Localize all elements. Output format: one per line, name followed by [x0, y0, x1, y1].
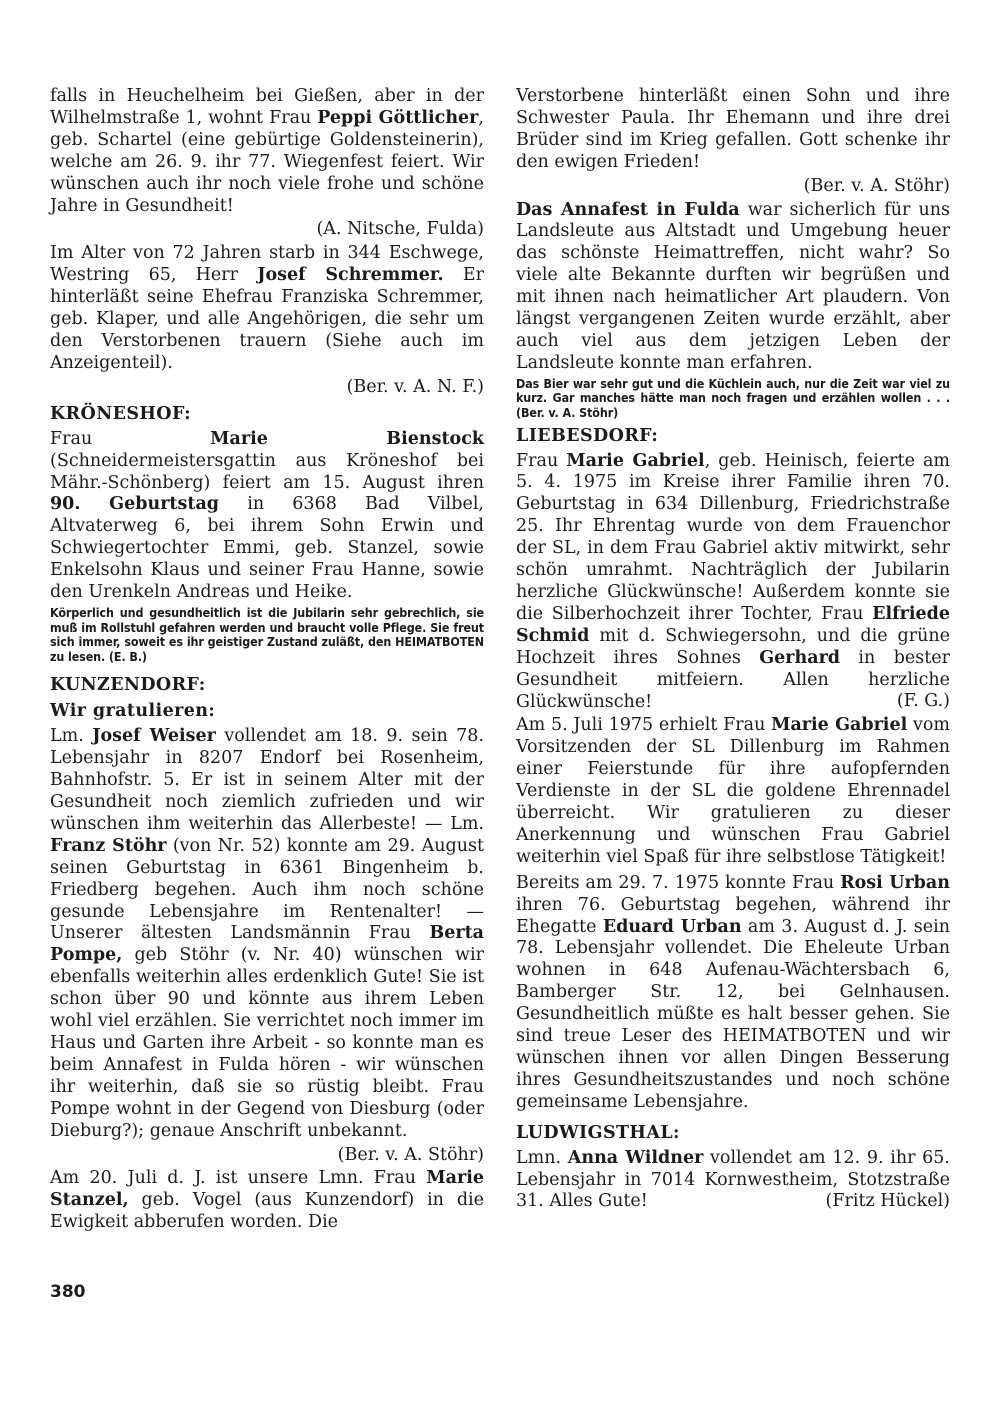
name-eduard-urban: Eduard Urban [602, 916, 742, 937]
paragraph-goettlicher: falls in Heuchelheim bei Gießen, aber in der Wilhelmstraße 1, wohnt Frau Peppi Göttlicher, geb. Schartel (eine gebürtige Goldensteinerin), welche am 26. 9. ihr 77. Wiegenfest feiert. Wir wünschen auch ihr noch viele frohe und schöne Jahre in Gesundheit! [50, 86, 484, 216]
name-peppi-goettlicher: Peppi Göttlicher [317, 107, 479, 128]
section-heading-kunzendorf: KUNZENDORF: [50, 675, 206, 696]
paragraph-gabriel-award: Am 5. Juli 1975 erhielt Frau Marie Gabriel vom Vorsitzenden der SL Dillenburg im Rahmen einer Feierstunde für ihre aufopfernden Verdienste in der SL die goldene Ehrennadel überreicht. Wir gratulieren zu dieser Anerkennung und wünschen Frau Gabriel weiterhin viel Spaß für ihre selbstlose Tätigkeit! [516, 715, 950, 867]
name-rosi-urban: Rosi Urban [840, 872, 950, 893]
name-berta-pompe: Berta Pompe, [50, 923, 484, 966]
signature: (Ber. v. A. N. F.) [346, 376, 484, 397]
paragraph-urban: Bereits am 29. 7. 1975 konnte Frau Rosi Urban ihren 76. Geburtstag begehen, während ihr Ehegatte Eduard Urban am 3. August d. J. sein 78. Lebensjahr vollendet. Die Eheleute Urban wohnen in 648 Aufenau-Wächtersbach 6, Bamberger Str. 12, bei Gelnhausen. Gesundheitlich müßte es halt besser gehen. Sie sind treue Leser des HEIMATBOTEN und wir wünschen ihnen vor allen Dingen Besserung ihres Gesundheitszustandes und noch schöne gemeinsame Lebensjahre. [516, 872, 950, 1112]
section-heading-liebesdorf: LIEBESDORF: [516, 425, 659, 446]
paragraph-schremmer: Im Alter von 72 Jahren starb in 344 Eschwege, Westring 65, Herr Josef Schremmer. Er hinterläßt seine Ehefrau Franziska Schremmer, geb. Klaper, und alle Angehörigen, die sehr um den Verstorbenen trauern (Siehe auch im Anzeigenteil). [50, 243, 485, 373]
paragraph-wildner: Lmn. Anna Wildner vollendet am 12. 9. ihr 65. Lebensjahr in 7014 Kornwestheim, Stotzstraße 31. Alles Gute! [516, 1147, 950, 1212]
section-heading-kroeneshof: KRÖNESHOF: [50, 403, 192, 424]
left-column [50, 86, 484, 1236]
paragraph-stanzel-continued: Verstorbene hinterläßt einen Sohn und ihre Schwester Paula. Ihr Ehemann und ihre drei Brüder sind im Krieg gefallen. Gott schenke ihr den ewigen Frieden! [516, 86, 950, 172]
name-josef-schremmer: Josef Schremmer. [257, 265, 444, 286]
birthday-highlight: 90. Geburtstag [50, 494, 220, 515]
paragraph-gabriel-birthday: Frau Marie Gabriel, geb. Heinisch, feierte am 5. 4. 1975 im Kreise ihrer Familie ihren 70. Geburtstag in 634 Dillenburg, Friedrichstraße 25. Ihr Ehrentag wurde von dem Frauenchor der SL, in dem Frau Gabriel aktiv mitwirkt, sehr schön umrahmt. Nachträglich der Jubilarin herzliche Glückwünsche! Außerdem konnte sie die Silberhochzeit ihrer Tochter, Frau Elfriede Schmid mit d. Schwiegersohn, und die grüne Hochzeit ihres Sohnes Gerhard in bester Gesundheit mitfeiern. Allen herzliche Glückwünsche! [516, 450, 950, 712]
page-number: 380 [50, 1282, 86, 1302]
section-heading-ludwigsthal: LUDWIGSTHAL: [516, 1122, 680, 1143]
name-anna-wildner: Anna Wildner [567, 1147, 704, 1168]
signature: (Fritz Hückel) [825, 1191, 950, 1212]
signature: (A. Nitsche, Fulda) [316, 219, 484, 240]
signature: (Ber. v. A. Stöhr) [803, 175, 950, 196]
name-gerhard: Gerhard [759, 647, 841, 668]
name-josef-weiser: Josef Weiser [92, 726, 216, 747]
signature: (Ber. v. A. Stöhr) [337, 1144, 484, 1165]
note-bienstock: Körperlich und gesundheitlich ist die Jubilarin sehr gebrechlich, sie muß im Rollstuhl gefahren werden und braucht volle Pflege. Sie freut sich immer, soweit es ihr geistiger Zustand zuläßt, den HEIMATBOTEN zu lesen. (E. B.) [50, 604, 484, 664]
name-elfriede-schmid: Elfriede Schmid [516, 603, 950, 646]
name-marie-stanzel: Marie Stanzel, [50, 1168, 484, 1211]
annafest-title: Das Annafest in Fulda [516, 199, 740, 220]
right-column [516, 86, 950, 1215]
name-marie-bienstock: Marie Bienstock [210, 428, 484, 449]
name-franz-stoehr: Franz Stöhr [50, 835, 167, 856]
paragraph-stanzel: Am 20. Juli d. J. ist unsere Lmn. Frau Marie Stanzel, geb. Vogel (aus Kunzendorf) in die Ewigkeit abberufen worden. Die [50, 1168, 484, 1233]
paragraph-kunzendorf: Lm. Josef Weiser vollendet am 18. 9. sein 78. Lebensjahr in 8207 Endorf bei Rosenheim, Bahnhofstr. 5. Er ist in seinem Alter mit der Gesundheit noch ziemlich zufrieden und wir wünschen ihm weiterhin das Allerbeste! — Lm. Franz Stöhr (von Nr. 52) konnte am 29. August seinen Geburtstag in 6361 Bingenheim b. Friedberg begehen. Auch ihm noch schöne gesunde Lebensjahre im Rentenalter! — Unserer ältesten Landsmännin Frau Berta Pompe, geb Stöhr (v. Nr. 40) wünschen wir ebenfalls weiterhin alles erdenklich Gute! Sie ist schon über 90 und könnte aus ihrem Leben wohl viel erzählen. Sie verrichtet noch immer im Haus und Garten ihre Arbeit - so konnte man es beim Annafest in Fulda hören - wir wünschen ihr weiterhin, daß sie so rüstig bleibt. Frau Pompe wohnt in der Gegend von Diesburg (oder Dieburg?); genaue Anschrift unbekannt. [50, 726, 485, 1141]
name-marie-gabriel: Marie Gabriel [566, 450, 705, 471]
subheading-gratulieren: Wir gratulieren: [50, 701, 216, 722]
paragraph-annafest: Das Annafest in Fulda war sicherlich für uns Landsleute aus Altstadt und Umgebung heuer das schönste Heimattreffen, nicht wahr? So viele alte Bekannte durften wir begrüßen und mit ihnen nach heimatlicher Art plaudern. Von längst vergangenen Zeiten wurde erzählt, aber auch viel aus dem jetzigen Leben der Landsleute konnte man erfahren. [516, 199, 950, 373]
signature: (F. G.) [896, 691, 950, 712]
paragraph-bienstock: Frau Marie Bienstock (Schneidermeistersgattin aus Kröneshof bei Mähr.-Schönberg) feiert am 15. August ihren 90. Geburtstag in 6368 Bad Vilbel, Altvaterweg 6, bei ihrem Sohn Erwin und Schwiegertochter Emmi, geb. Stanzel, sowie Enkelsohn Klaus und seiner Frau Hanne, sowie den Urenkeln Andreas und Heike. [50, 428, 484, 603]
name-marie-gabriel-2: Marie Gabriel [771, 715, 908, 736]
note-annafest: Das Bier war sehr gut und die Küchlein auch, nur die Zeit war viel zu kurz. Gar manches hätte man noch fragen und erzählen wollen . . . (Ber. v. A. Stöhr) [516, 375, 950, 420]
